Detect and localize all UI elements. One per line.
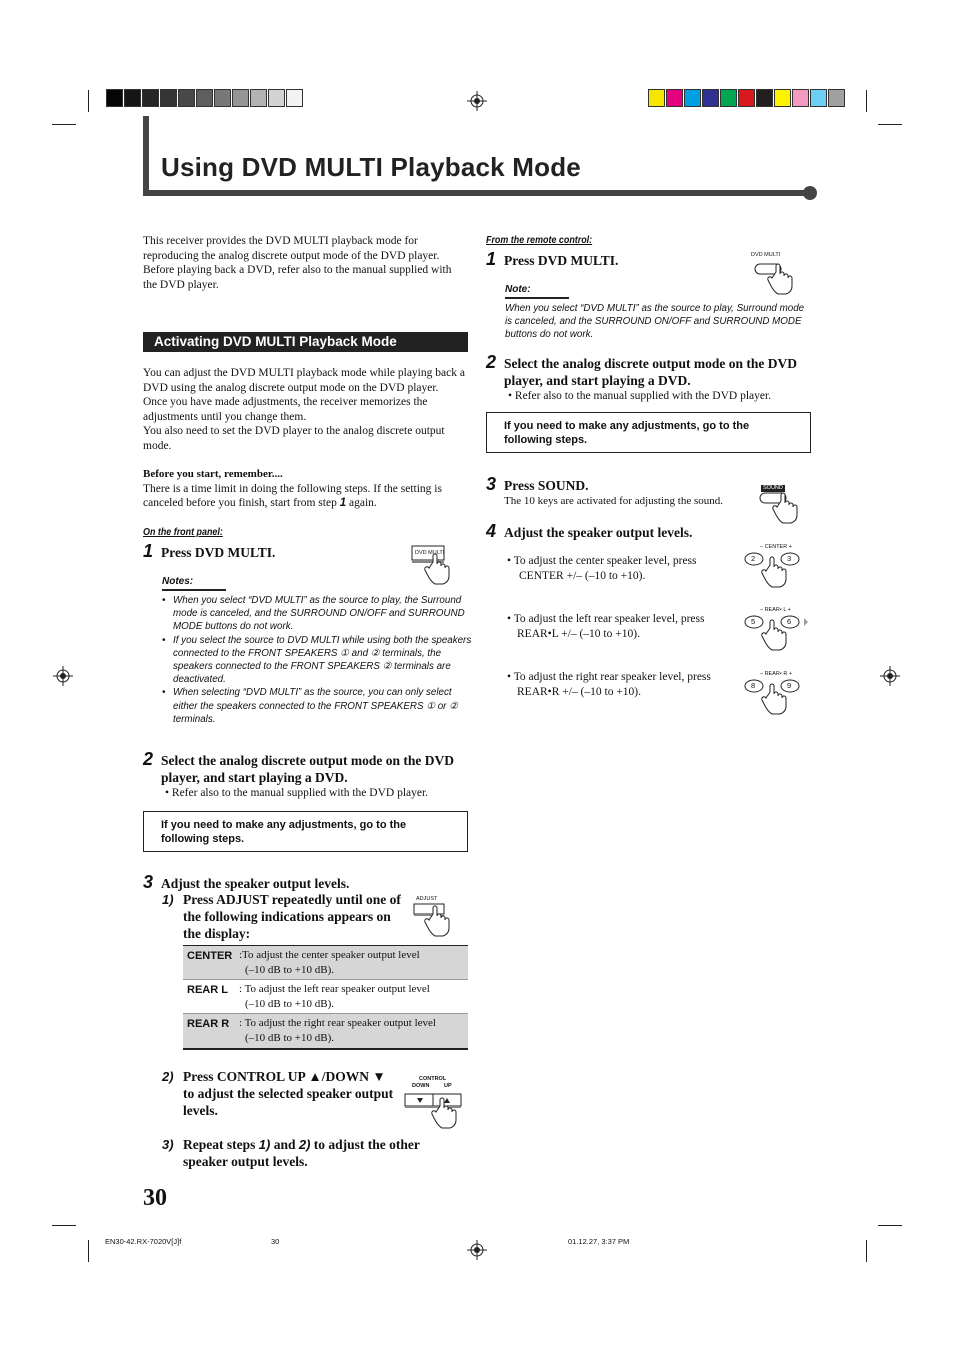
remote-step-4 [486,521,746,542]
front-adjust-box: If you need to make any adjustments, go to the following steps. [143,811,468,852]
crop-mark [88,90,89,112]
color-swatch [232,89,249,107]
crop-mark [52,1225,76,1226]
step-bullet: • Refer also to the manual supplied with the DVD player. [165,787,429,799]
dvd-multi-button[interactable] [411,544,461,586]
crop-mark [866,1240,867,1262]
center-keys[interactable]: – CENTER + 2 3 [742,543,810,593]
substep-number: 3) [162,1137,174,1152]
step-subtext: The 10 keys are activated for adjusting the sound. [504,495,724,507]
color-swatch [774,89,791,107]
intro-paragraph: This receiver provides the DVD MULTI playback mode for reproducing the analog discrete output mode of the DVD player. Before playing back a DVD, refer also to the manual supplied with the DVD player. [143,235,452,291]
speaker-level-item: • To adjust the right rear speaker level, press REAR•R +/– (–10 to +10). [507,671,711,698]
speaker-level-item: • To adjust the left rear speaker level, press REAR•L +/– (–10 to +10). [507,613,705,640]
front-step-1 [143,541,403,562]
color-swatch [738,89,755,107]
color-swatch [286,89,303,107]
step-number: 4 [486,521,497,541]
sound-button[interactable]: SOUND [757,482,807,524]
step-text: Adjust the speaker output levels. [161,876,350,891]
indications-table [183,945,468,1050]
color-swatch [250,89,267,107]
substep-1 [162,891,412,941]
color-swatch [214,89,231,107]
note-item: • When selecting “DVD MULTI” as the source, you can only select either the speakers connected to the FRONT SPEAKERS ① or ② terminals. [162,686,472,726]
section-para-1: You can adjust the DVD MULTI playback mode while playing back a DVD using the analog discrete output mode on the DVD player. Once you have made adjustments, the receiver memorizes the adjustments until you change them. [143,367,465,423]
substep-number: 1) [162,892,174,907]
step-text: Adjust the speaker output levels. [504,525,693,540]
note-item: • If you select the source to DVD MULTI while using both the speakers connected to the FRONT SPEAKERS ① and ② terminals, the speakers connected to the FRONT SPEAKERS ② terminals are deactivated. [162,634,472,687]
substep-text: Repeat steps 1) and 2) to adjust the other speaker output levels. [183,1137,420,1169]
substep-number: 2) [162,1069,174,1084]
remote-step-2 [486,352,811,402]
front-step-3 [143,872,468,893]
section-para-2: You also need to set the DVD player to the analog discrete output mode. [143,425,445,452]
color-swatch [106,89,123,107]
crop-mark [878,124,902,125]
color-swatch [268,89,285,107]
step-text: Press DVD MULTI. [504,253,619,268]
notes-label: Notes: [162,576,194,587]
crop-mark [878,1225,902,1226]
remote-dvd-multi-button[interactable]: DVD MULTI [750,252,805,297]
rear-l-keys[interactable]: – REAR• L + 5 6 [742,606,810,656]
registration-mark-icon [467,1240,487,1260]
step-text: Select the analog discrete output mode on the DVD player, and start playing a DVD. [161,753,454,785]
color-swatch [178,89,195,107]
crop-mark [52,124,76,125]
color-swatch [828,89,845,107]
step-number: 1 [143,541,154,561]
section-paragraph [143,366,465,454]
adjust-button[interactable] [413,896,463,938]
step-bullet: • Refer also to the manual supplied with the DVD player. [508,390,772,402]
remote-step-1 [486,249,736,270]
color-swatch [684,89,701,107]
remote-note: When you select “DVD MULTI” as the source to play, Surround mode is canceled, and the SURROUND ON/OFF and SURROUND MODE buttons do not work. [505,303,805,341]
color-swatch [124,89,141,107]
step-number: 3 [143,872,154,892]
control-button[interactable]: CONTROL DOWN UP [404,1076,466,1134]
registration-mark-icon [53,666,73,686]
rear-r-keys[interactable]: – REAR• R + 8 9 [742,670,810,720]
color-swatch [196,89,213,107]
before-start-text: There is a time limit in doing the following steps. If the setting is canceled before you finish, start from step 1 again. [143,482,442,510]
note-rule [505,297,569,299]
color-swatch [648,89,665,107]
remote-step-3 [486,474,746,507]
footer-file: EN30-42.RX-7020V[J]f [105,1237,182,1246]
substep-text: Press CONTROL UP ▲/DOWN ▼ to adjust the selected speaker output levels. [183,1069,394,1118]
substep-3 [162,1136,462,1169]
substep-2 [162,1068,402,1118]
step-number: 2 [486,352,497,372]
page-number: 30 [143,1185,167,1211]
indication-key: CENTER [187,950,233,962]
footer-date: 01.12.27, 3:37 PM [568,1237,630,1246]
crop-mark [88,1240,89,1262]
remote-adjust-box: If you need to make any adjustments, go to the following steps. [486,412,811,453]
step-number: 2 [143,749,154,769]
before-start-title: Before you start, remember.... [143,468,283,480]
color-swatch [702,89,719,107]
front-panel-heading: On the front panel: [143,526,223,538]
color-swatch [142,89,159,107]
indication-row: CENTER :To adjust the center speaker output level (–10 dB to +10 dB). [183,946,468,980]
indication-row: REAR R : To adjust the right rear speaker output level (–10 dB to +10 dB). [183,1014,468,1048]
step-number: 3 [486,474,497,494]
indication-key: REAR L [187,984,228,996]
color-swatch [160,89,177,107]
step-text: Press DVD MULTI. [161,545,276,560]
color-swatch [756,89,773,107]
color-swatch [666,89,683,107]
notes-rule [162,589,226,591]
adjust-label: ADJUST [416,896,438,902]
registration-mark-icon [880,666,900,686]
front-step-2 [143,749,468,799]
substep-text: Press ADJUST repeatedly until one of the following indications appears on the display: [183,892,401,941]
step-text: Select the analog discrete output mode on the DVD player, and start playing a DVD. [504,356,797,388]
step-text: Press SOUND. [504,478,589,493]
step-number: 1 [486,249,497,269]
page-title: Using DVD MULTI Playback Mode [161,152,581,182]
registration-mark-icon [467,91,487,111]
color-swatch [792,89,809,107]
indication-key: REAR R [187,1018,230,1030]
indication-row: REAR L : To adjust the left rear speaker output level (–10 dB to +10 dB). [183,980,468,1014]
speaker-level-item: • To adjust the center speaker level, press CENTER +/– (–10 to +10). [507,555,697,582]
dvd-multi-label: DVD MULTI [415,550,445,556]
remote-heading: From the remote control: [486,234,593,246]
color-swatch [720,89,737,107]
before-start-block [143,467,465,511]
note-label: Note: [505,284,531,295]
color-swatch [810,89,827,107]
footer-page: 30 [271,1237,280,1246]
note-item: • When you select “DVD MULTI” as the source to play, the Surround mode is canceled, and the SURROUND ON/OFF and SURROUND MODE buttons do not work. [162,594,472,634]
front-notes [162,594,472,726]
section-heading: Activating DVD MULTI Playback Mode [143,332,468,352]
crop-mark [866,90,867,112]
